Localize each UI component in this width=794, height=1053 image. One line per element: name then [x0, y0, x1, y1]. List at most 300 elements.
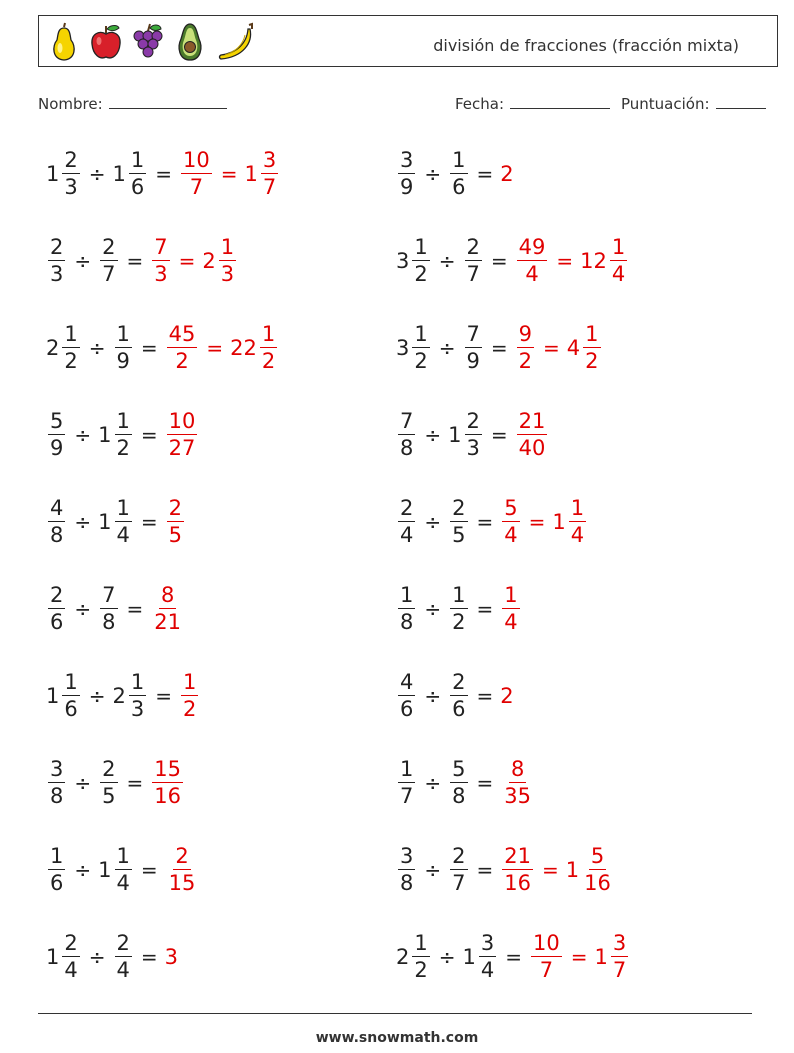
numerator: 1	[504, 583, 518, 607]
numerator: 45	[168, 322, 196, 346]
fraction	[412, 237, 429, 285]
answer	[484, 237, 629, 285]
numerator: 8	[510, 757, 525, 781]
denominator: 4	[116, 871, 130, 895]
footer-url: www.snowmath.com	[315, 1030, 479, 1046]
denominator: 5	[168, 523, 183, 547]
problem-left	[46, 140, 280, 208]
denominator: 35	[504, 784, 532, 808]
problem-right	[396, 575, 522, 643]
whole-number: 1	[244, 162, 258, 186]
numerator: 2	[64, 931, 78, 955]
answer-value	[595, 933, 631, 981]
fraction	[412, 933, 429, 981]
numerator: 2	[116, 931, 130, 955]
problem-row	[38, 575, 778, 643]
whole-number: 1	[565, 858, 580, 882]
denominator: 9	[466, 349, 480, 373]
answer-value	[500, 759, 535, 807]
problem-right	[396, 227, 629, 295]
dividend	[396, 672, 417, 720]
answer	[470, 162, 515, 186]
fraction	[181, 150, 212, 198]
denominator: 21	[154, 610, 182, 634]
fraction	[517, 237, 548, 285]
dividend	[46, 411, 67, 459]
divide-sign: ÷	[74, 597, 92, 621]
numerator: 1	[220, 235, 235, 259]
fraction	[100, 759, 117, 807]
denominator: 2	[414, 958, 428, 982]
dividend	[46, 846, 67, 894]
whole-number: 1	[46, 684, 60, 708]
problem-right	[396, 314, 603, 382]
divide-sign: ÷	[424, 771, 442, 795]
fraction	[261, 150, 278, 198]
divide-sign: ÷	[424, 423, 442, 447]
denominator: 4	[480, 958, 495, 982]
problem-row	[38, 227, 778, 295]
answer	[148, 672, 200, 720]
denominator: 2	[414, 262, 428, 286]
equals-sign: =	[140, 945, 158, 969]
denominator: 8	[50, 784, 64, 808]
denominator: 2	[64, 349, 78, 373]
divide-sign: ÷	[424, 684, 442, 708]
answer-value	[500, 684, 514, 708]
divisor	[448, 498, 469, 546]
numerator: 8	[160, 583, 175, 607]
fraction	[62, 150, 79, 198]
fraction	[450, 498, 467, 546]
equals-sign: =	[126, 771, 144, 795]
problem-row	[38, 749, 778, 817]
apple-icon	[89, 21, 123, 63]
fraction	[611, 933, 628, 981]
divide-sign: ÷	[438, 336, 456, 360]
fraction	[502, 759, 533, 807]
fraction	[48, 585, 65, 633]
whole-number: 1	[98, 858, 112, 882]
denominator: 7	[400, 784, 414, 808]
numerator: 1	[414, 931, 428, 955]
denominator: 9	[50, 436, 64, 460]
numerator: 5	[452, 757, 466, 781]
equals-sign: =	[505, 945, 523, 969]
denominator: 4	[400, 523, 414, 547]
numerator: 2	[50, 583, 64, 607]
denominator: 5	[102, 784, 116, 808]
denominator: 2	[518, 349, 533, 373]
denominator: 4	[116, 523, 130, 547]
answer-value	[150, 759, 185, 807]
fraction	[517, 324, 534, 372]
numerator: 3	[612, 931, 627, 955]
fraction	[398, 498, 415, 546]
fraction	[450, 585, 467, 633]
denominator: 16	[154, 784, 182, 808]
answer	[470, 684, 515, 708]
denominator: 2	[261, 349, 276, 373]
divisor	[98, 411, 134, 459]
answer	[470, 585, 522, 633]
denominator: 4	[116, 958, 130, 982]
equals-sign: =	[570, 945, 588, 969]
fraction	[398, 411, 415, 459]
answer-value	[150, 237, 171, 285]
answer-value	[230, 324, 279, 372]
fraction	[502, 585, 519, 633]
answer	[470, 846, 615, 894]
fraction	[115, 498, 132, 546]
score-label: Puntuación:	[621, 95, 710, 113]
answer-value	[165, 324, 200, 372]
dividend	[46, 933, 82, 981]
numerator: 49	[518, 235, 546, 259]
problem-left	[46, 401, 199, 469]
numerator: 2	[168, 496, 183, 520]
numerator: 2	[452, 670, 466, 694]
divisor	[113, 933, 134, 981]
whole-number: 2	[112, 684, 126, 708]
numerator: 1	[130, 148, 145, 172]
numerator: 9	[518, 322, 533, 346]
whole-number: 1	[594, 945, 608, 969]
divisor	[98, 585, 119, 633]
answer-value	[580, 237, 629, 285]
dividend	[396, 237, 432, 285]
date-field	[455, 94, 610, 113]
equals-sign: =	[542, 858, 559, 882]
numerator: 1	[261, 322, 276, 346]
whole-number: 2	[500, 684, 514, 708]
numerator: 2	[452, 496, 466, 520]
fraction	[465, 237, 482, 285]
dividend	[396, 498, 417, 546]
whole-number: 1	[552, 510, 566, 534]
denominator: 4	[611, 262, 626, 286]
dividend	[396, 585, 417, 633]
fraction	[167, 498, 184, 546]
fraction	[115, 846, 132, 894]
denominator: 2	[116, 436, 130, 460]
fraction	[152, 585, 183, 633]
equals-sign: =	[476, 684, 494, 708]
denominator: 16	[504, 871, 532, 895]
worksheet-header	[38, 15, 778, 67]
denominator: 2	[585, 349, 599, 373]
fraction	[152, 759, 183, 807]
equals-sign: =	[476, 597, 494, 621]
fraction	[167, 846, 198, 894]
problem-left	[46, 662, 200, 730]
problem-right	[396, 401, 549, 469]
fraction	[152, 237, 169, 285]
numerator: 3	[50, 757, 64, 781]
whole-number: 1	[98, 510, 112, 534]
fraction	[502, 846, 533, 894]
answer-value	[515, 411, 550, 459]
equals-sign: =	[556, 249, 574, 273]
denominator: 8	[400, 871, 414, 895]
denominator: 4	[64, 958, 78, 982]
denominator: 5	[452, 523, 466, 547]
equals-sign: =	[220, 162, 238, 186]
dividend	[396, 150, 417, 198]
answer-value	[500, 498, 521, 546]
dividend	[46, 324, 82, 372]
divisor	[463, 237, 484, 285]
denominator: 16	[584, 871, 611, 895]
equals-sign: =	[543, 336, 560, 360]
problem-left	[46, 575, 185, 643]
fraction	[582, 846, 613, 894]
answer	[134, 411, 200, 459]
problem-left	[46, 836, 199, 904]
dividend	[396, 411, 417, 459]
denominator: 9	[400, 175, 414, 199]
numerator: 1	[64, 670, 78, 694]
fraction	[62, 933, 79, 981]
denominator: 7	[102, 262, 116, 286]
pear-icon	[47, 21, 81, 63]
denominator: 7	[539, 958, 554, 982]
divisor	[463, 933, 499, 981]
divide-sign: ÷	[424, 162, 442, 186]
denominator: 4	[504, 523, 518, 547]
numerator: 2	[466, 409, 480, 433]
numerator: 2	[400, 496, 414, 520]
name-label: Nombre:	[38, 95, 103, 113]
numerator: 1	[116, 496, 130, 520]
denominator: 4	[504, 610, 518, 634]
answer-value	[165, 498, 186, 546]
numerator: 2	[102, 235, 116, 259]
denominator: 2	[452, 610, 466, 634]
denominator: 8	[400, 610, 414, 634]
problem-right	[396, 923, 630, 991]
numerator: 3	[400, 148, 414, 172]
fraction	[48, 411, 65, 459]
problem-right	[396, 488, 588, 556]
footer-divider	[38, 1013, 752, 1014]
fraction	[129, 150, 146, 198]
problem-row	[38, 836, 778, 904]
equals-sign: =	[140, 510, 158, 534]
fraction	[219, 237, 236, 285]
problem-right	[396, 662, 515, 730]
fraction	[260, 324, 277, 372]
numerator: 10	[168, 409, 196, 433]
numerator: 3	[262, 148, 277, 172]
fraction	[583, 324, 600, 372]
numerator: 15	[154, 757, 182, 781]
denominator: 7	[612, 958, 627, 982]
date-label: Fecha:	[455, 95, 505, 113]
fraction	[479, 933, 496, 981]
whole-number: 1	[448, 423, 462, 447]
fraction	[100, 585, 117, 633]
problem-right	[396, 749, 535, 817]
date-blank	[510, 94, 610, 109]
problem-right	[396, 140, 515, 208]
numerator: 1	[116, 409, 130, 433]
numerator: 2	[466, 235, 480, 259]
denominator: 4	[570, 523, 585, 547]
fraction	[398, 846, 415, 894]
dividend	[396, 846, 417, 894]
fraction	[115, 933, 132, 981]
numerator: 1	[414, 235, 428, 259]
answer	[134, 846, 200, 894]
answer	[120, 759, 186, 807]
equals-sign: =	[126, 597, 144, 621]
answer	[134, 945, 179, 969]
denominator: 6	[50, 610, 64, 634]
fraction	[450, 759, 467, 807]
numerator: 10	[183, 148, 210, 172]
denominator: 3	[64, 175, 78, 199]
answer-value	[552, 498, 588, 546]
fraction	[48, 759, 65, 807]
dividend	[46, 498, 67, 546]
equals-sign: =	[490, 336, 508, 360]
equals-sign: =	[490, 249, 508, 273]
numerator: 7	[102, 583, 116, 607]
dividend	[396, 933, 432, 981]
divisor	[98, 498, 134, 546]
numerator: 4	[400, 670, 414, 694]
divide-sign: ÷	[438, 945, 456, 969]
equals-sign: =	[155, 162, 173, 186]
whole-number: 1	[462, 945, 476, 969]
problem-left	[46, 488, 186, 556]
fraction	[181, 672, 198, 720]
equals-sign: =	[476, 510, 494, 534]
numerator: 2	[175, 844, 189, 868]
denominator: 2	[175, 349, 189, 373]
divide-sign: ÷	[74, 858, 92, 882]
dividend	[396, 324, 432, 372]
answer	[148, 150, 280, 198]
answer-value	[500, 846, 535, 894]
problem-row	[38, 314, 778, 382]
denominator: 6	[452, 697, 466, 721]
divisor	[113, 672, 149, 720]
divisor	[448, 150, 469, 198]
whole-number: 2	[46, 336, 60, 360]
problem-right	[396, 836, 615, 904]
problem-row	[38, 662, 778, 730]
problem-left	[46, 923, 179, 991]
whole-number: 1	[46, 162, 60, 186]
fraction	[465, 324, 482, 372]
banana-icon	[215, 21, 259, 63]
fraction	[569, 498, 586, 546]
equals-sign: =	[140, 858, 158, 882]
answer	[120, 585, 186, 633]
divide-sign: ÷	[74, 771, 92, 795]
equals-sign: =	[476, 771, 494, 795]
answer-value	[500, 162, 514, 186]
numerator: 1	[570, 496, 585, 520]
fraction	[48, 498, 65, 546]
fraction	[115, 324, 132, 372]
divisor	[463, 324, 484, 372]
answer-value	[245, 150, 281, 198]
denominator: 6	[452, 175, 466, 199]
numerator: 21	[518, 409, 546, 433]
numerator: 1	[64, 322, 78, 346]
denominator: 3	[50, 262, 64, 286]
fraction	[398, 150, 415, 198]
numerator: 1	[414, 322, 428, 346]
divide-sign: ÷	[424, 597, 442, 621]
answer	[134, 324, 279, 372]
equals-sign: =	[140, 423, 158, 447]
denominator: 40	[518, 436, 546, 460]
divide-sign: ÷	[74, 249, 92, 273]
whole-number: 1	[98, 423, 112, 447]
divide-sign: ÷	[74, 510, 92, 534]
dividend	[46, 585, 67, 633]
divisor	[448, 759, 469, 807]
equals-sign: =	[140, 336, 158, 360]
denominator: 7	[189, 175, 204, 199]
whole-number: 2	[202, 249, 216, 273]
divide-sign: ÷	[88, 684, 106, 708]
denominator: 8	[50, 523, 64, 547]
numerator: 1	[452, 583, 466, 607]
divisor	[113, 150, 149, 198]
whole-number: 2	[500, 162, 514, 186]
fruit-icons	[47, 21, 259, 63]
numerator: 5	[504, 496, 518, 520]
problem-row	[38, 140, 778, 208]
fraction	[62, 324, 79, 372]
divisor	[113, 324, 134, 372]
divide-sign: ÷	[88, 336, 106, 360]
fraction	[450, 150, 467, 198]
numerator: 7	[466, 322, 480, 346]
numerator: 7	[400, 409, 414, 433]
fraction	[398, 759, 415, 807]
equals-sign: =	[155, 684, 173, 708]
avocado-icon	[173, 21, 207, 63]
denominator: 2	[414, 349, 428, 373]
fraction	[62, 672, 79, 720]
whole-number: 4	[566, 336, 581, 360]
fraction	[412, 324, 429, 372]
denominator: 7	[452, 871, 466, 895]
answer	[134, 498, 186, 546]
dividend	[46, 759, 67, 807]
numerator: 1	[585, 322, 599, 346]
denominator: 15	[168, 871, 196, 895]
denominator: 4	[525, 262, 539, 286]
equals-sign: =	[126, 249, 144, 273]
fraction	[465, 411, 482, 459]
answer-value	[150, 585, 185, 633]
numerator: 10	[533, 931, 560, 955]
problem-row	[38, 923, 778, 991]
denominator: 9	[116, 349, 130, 373]
score-blank	[716, 94, 766, 109]
whole-number: 1	[46, 945, 60, 969]
numerator: 5	[50, 409, 64, 433]
numerator: 1	[116, 844, 130, 868]
problem-row	[38, 488, 778, 556]
